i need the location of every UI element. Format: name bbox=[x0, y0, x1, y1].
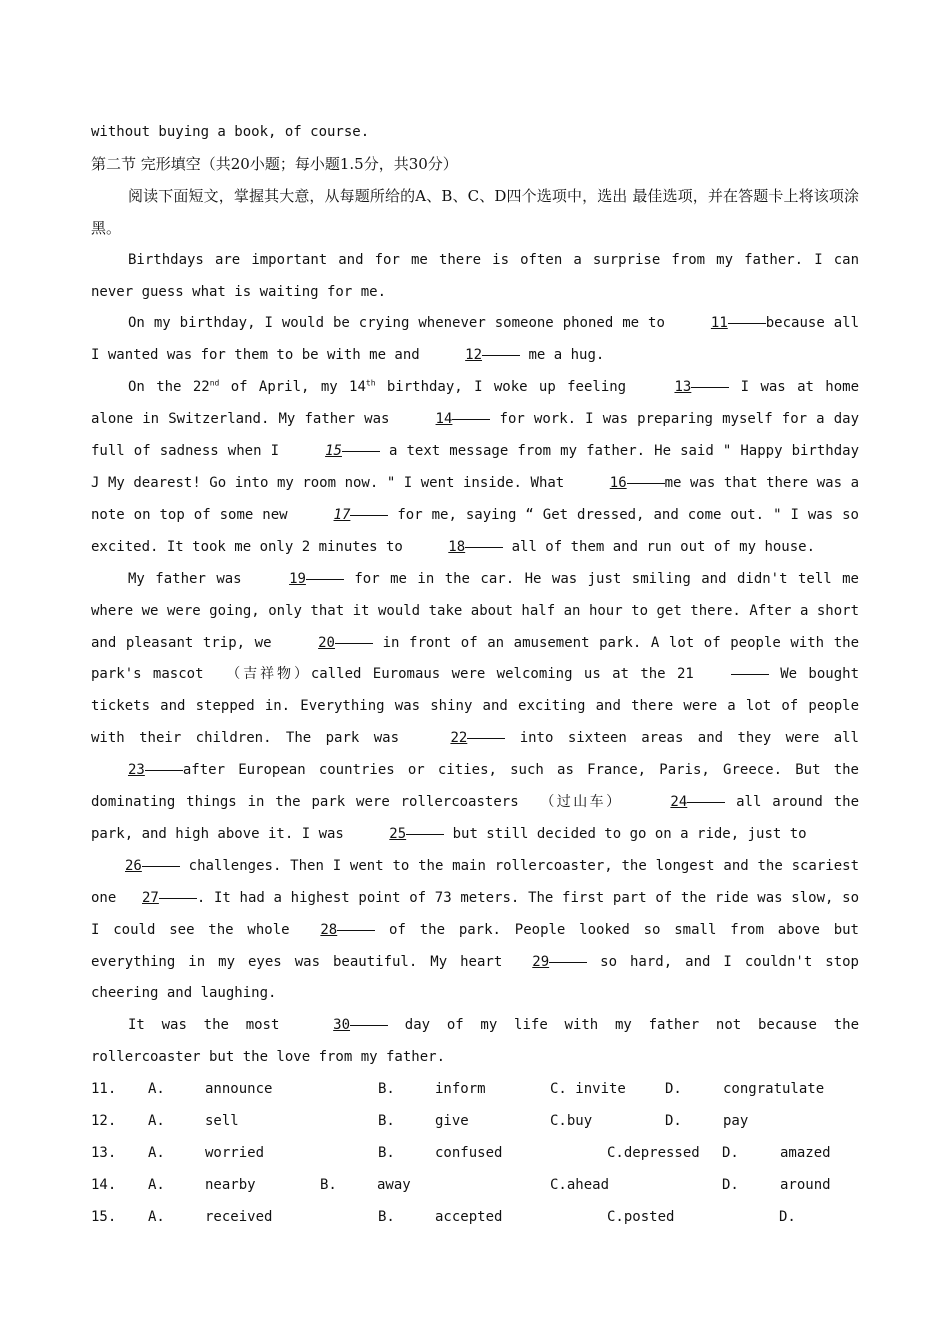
blank-16: 16 bbox=[573, 468, 665, 500]
document-page bbox=[91, 117, 859, 1234]
blank-11: 11 bbox=[674, 308, 766, 340]
blank-29: 29 bbox=[515, 947, 587, 979]
blank-15: 15 bbox=[288, 436, 380, 468]
passage-paragraph-5: 26 challenges. Then I went to the main rollercoaster, the longest and the scariest one 27 . It had a highest point of 73 meters. The first part of the ride was slow, so I could see the whole 28 of the park. People looked so small from above but everything in my eyes was beautiful. My heart 29 so hard, and I couldn't stop cheering and laughing. bbox=[91, 851, 859, 1011]
blank-25: 25 bbox=[352, 819, 444, 851]
options-list bbox=[91, 1074, 859, 1233]
passage-paragraph-6: It was the most 30 day of my life with my father not because the rollercoaster but the love from my father. bbox=[91, 1010, 859, 1074]
blank-14: 14 bbox=[399, 404, 491, 436]
option-row: 11. A. announce B. inform C. invite D. congratulate bbox=[91, 1081, 825, 1098]
passage-paragraph-1: Birthdays are important and for me there is often a surprise from my father. I can never guess what is waiting for me. bbox=[91, 251, 859, 300]
blank-20: 20 bbox=[281, 628, 373, 660]
blank-28: 28 bbox=[303, 915, 375, 947]
blank-12: 12 bbox=[428, 340, 520, 372]
lead-line: without buying a book, of course. bbox=[91, 124, 370, 140]
blank-26: 26 bbox=[108, 851, 180, 883]
instructions: 阅读下面短文，掌握其大意，从每题所给的A、B、C、D四个选项中，选出 最佳选项，并在答题卡上将该项涂黑。 bbox=[91, 186, 859, 237]
option-row: 13. A. worried B. confused C.depressed D. amazed bbox=[91, 1144, 831, 1161]
blank-13: 13 bbox=[637, 372, 729, 404]
blank-30: 30 bbox=[296, 1010, 388, 1042]
blank-21 bbox=[694, 659, 769, 691]
option-row: 15. A. received B. accepted C.posted D. bbox=[91, 1208, 796, 1225]
blank-27: 27 bbox=[125, 883, 197, 915]
blank-19: 19 bbox=[252, 564, 344, 596]
blank-24: 24 bbox=[633, 787, 725, 819]
passage-paragraph-4: My father was 19 for me in the car. He was just smiling and didn't tell me where we were going, only that it would take about half an hour to get there. After a short and pleasant trip, we 20 in front of an amusement park. A lot of people with the park's mascot （吉祥物）called Euromaus were welcoming us at the 21 We bought tickets and stepped in. Everything was shiny and exciting and there were a lot of people with their children. The park was 22 into sixteen areas and they were all 23 after European countries or cities, such as France, Paris, Greece. But the dominating things in the park were rollercoasters （过山车） 24 all around the park, and high above it. I was 25 but still decided to go on a ride, just to bbox=[91, 564, 859, 851]
section-title: 第二节 完形填空（共20小题；每小题1.5分，共30分） bbox=[91, 154, 458, 173]
passage-paragraph-2: On my birthday, I would be crying whenever someone phoned me to 11 because all I wanted was for them to be with me and 12 me a hug. bbox=[91, 308, 859, 372]
option-row: 12. A. sell B. give C.buy D. pay bbox=[91, 1113, 749, 1130]
blank-23: 23 bbox=[91, 755, 183, 787]
option-row: 14. A. nearby B. away C.ahead D. around bbox=[91, 1176, 831, 1193]
blank-22: 22 bbox=[413, 723, 505, 755]
blank-18: 18 bbox=[411, 532, 503, 564]
passage-paragraph-3: On the 22nd of April, my 14th birthday, I woke up feeling 13 I was at home alone in Switzerland. My father was 14 for work. I was preparing myself for a day full of sadness when I 15 a text message from my father. He said " Happy birthday J My dearest! Go into my room now. " I went inside. What 16 me was that there was a note on top of some new 17 for me, saying “ Get dressed, and come out. " I was so excited. It took me only 2 minutes to 18 all of them and run out of my house. bbox=[91, 372, 859, 563]
blank-17: 17 bbox=[297, 500, 389, 532]
